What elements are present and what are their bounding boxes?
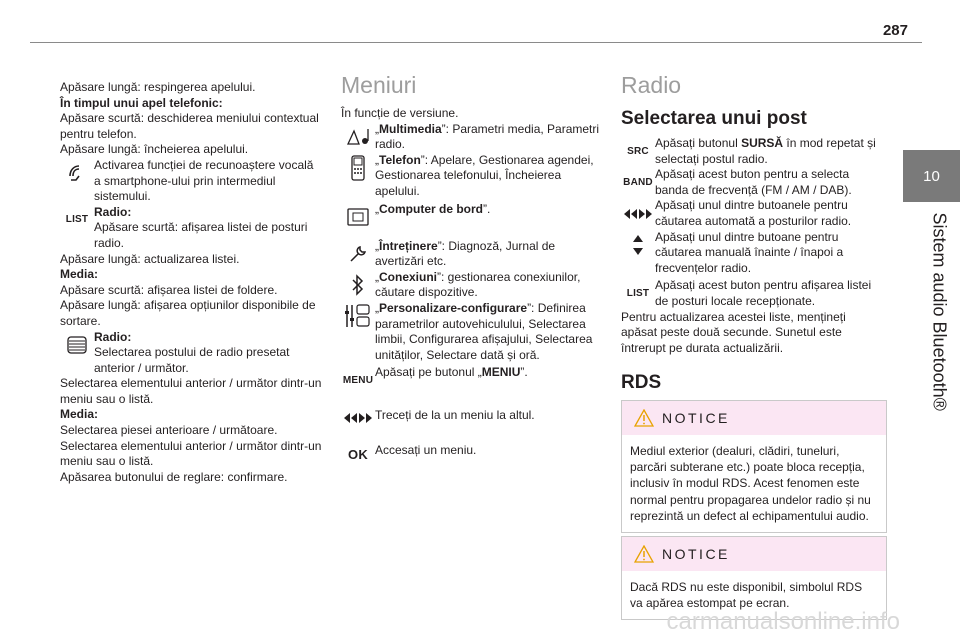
radio-title: Radio [621, 72, 682, 98]
voice-row [60, 158, 322, 205]
phone-icon [341, 153, 375, 184]
wheel-row [60, 330, 322, 377]
settings-icon [341, 301, 375, 332]
menu-multimedia: „Multimedia”: Parametri media, Parametri radio. [341, 122, 605, 153]
radio-list-row: LIST Apăsați acest buton pentru afișarea listei de posturi locale recepționate. [621, 278, 885, 309]
menu-personalizare: „Personalizare-configurare”: Definirea parametrilor autovehiculului, Selectarea limbii, Configurarea afișajului, Selectarea unităților, Selectare dată și oră. [341, 301, 605, 363]
notice-header [622, 537, 886, 571]
column-menus [341, 72, 605, 470]
menu-button-row: MENU Apăsați pe butonul „MENIU”. [341, 365, 605, 396]
notice-title: NOTICE [662, 546, 730, 562]
menus-intro: În funcție de versiune. [341, 106, 459, 120]
trip-computer-icon [341, 202, 375, 233]
text-line: Apăsarea butonului de reglare: confirmare. [60, 469, 288, 484]
voice-recognition-icon [60, 158, 94, 189]
radio-manual-row: Apăsați unul dintre butoane pentru căutarea manuală înainte / înapoi a frecvențelor radio. [621, 230, 885, 277]
menu-intretinere: „Întreținere”: Diagnoză, Jurnal de avertizări etc. [341, 239, 605, 270]
station-subtitle: Selectarea unui post [621, 108, 807, 129]
voice-text: Activarea funcției de recunoaștere vocală a smartphone-ului prin intermediul sistemului. [94, 157, 314, 204]
multimedia-icon [341, 122, 375, 153]
menu-button-icon: MENU [342, 375, 374, 387]
left-right-arrows-icon [341, 402, 375, 433]
text-line: Apăsare lungă: încheierea apelului. [60, 142, 249, 157]
radio-src-row: SRC Apăsați butonul SURSĂ în mod repetat și selectați postul radio. [621, 136, 885, 167]
menu-conexiuni: „Conexiuni”: gestionarea conexiunilor, căutare dispozitive. [341, 270, 605, 301]
band-button-icon: BAND [623, 176, 653, 188]
subheading-media: Media: [60, 267, 99, 282]
radio-band-row: BAND Apăsați acest buton pentru a selecta banda de frecvență (FM / AM / DAB). [621, 167, 885, 198]
wrench-icon [341, 239, 375, 270]
bluetooth-icon [341, 270, 375, 301]
menus-title: Meniuri [341, 72, 417, 98]
warning-icon [634, 409, 654, 427]
text-line: Selectarea elementului anterior / următor dintr-un meniu sau o listă. [60, 438, 322, 469]
seek-arrows-icon [621, 198, 655, 229]
text-line: Apăsare scurtă: afișarea listei de foldere. [60, 282, 278, 297]
list-button-icon: LIST [626, 288, 650, 300]
subheading-call: În timpul unui apel telefonic: [60, 95, 223, 110]
notice-title: NOTICE [662, 410, 730, 426]
up-down-arrows-icon [621, 230, 655, 261]
text-line: Selectarea piesei anterioare / următoare. [60, 423, 278, 438]
column-controls [60, 80, 322, 485]
subheading-media: Media: [60, 407, 99, 422]
column-radio [621, 72, 885, 394]
thumbwheel-icon [60, 330, 94, 361]
list-text: Radio: Apăsare scurtă: afișarea listei de posturi radio. [94, 204, 308, 250]
chapter-title: Sistem audio Bluetooth® [929, 212, 950, 411]
list-button-icon: LIST [65, 214, 89, 226]
menu-telefon: „Telefon”: Apelare, Gestionarea agendei, Gestionarea telefonului, Încheierea apelului. [341, 153, 605, 200]
notice-header [622, 401, 886, 435]
ok-button-icon: OK [348, 447, 368, 463]
list-row [60, 205, 322, 252]
text-line: Apăsare lungă: afișarea opțiunilor disponibile de sortare. [60, 298, 316, 328]
watermark: carmanualsonline.info [666, 608, 900, 635]
chapter-side-title [929, 210, 950, 510]
rds-title: RDS [621, 372, 662, 394]
notice-text: Mediul exterior (dealuri, clădiri, tuneluri, parcări subterane etc.) poate bloca recepția, inclusiv în modul RDS. Acest fenomen este normal pentru propagarea undelor radio și nu reprezintă un defect al echipamentului audio. [630, 444, 871, 523]
radio-seek-row: Apăsați unul dintre butoanele pentru căutarea automată a posturilor radio. [621, 198, 885, 229]
page-number: 287 [882, 22, 908, 39]
menu-arrows-row: Treceți de la un meniu la altul. [341, 402, 605, 433]
chapter-tab[interactable] [903, 150, 960, 202]
menu-ok-row: OK Accesați un meniu. [341, 439, 605, 470]
text-line: Apăsare scurtă: deschiderea meniului contextual pentru telefon. [60, 111, 319, 141]
notice-text: Dacă RDS nu este disponibil, simbolul RDS va apărea estompat pe ecran. [630, 580, 863, 611]
header-rule [30, 42, 922, 43]
warning-icon [634, 545, 654, 563]
notice-box-1 [621, 400, 887, 533]
radio-update-text: Pentru actualizarea acestei liste, mențineți apăsat peste două secunde. Sunetul este întrerupt pe durata actualizării. [621, 309, 846, 355]
source-button-icon: SRC [627, 145, 649, 157]
text-line: Selectarea elementului anterior / următor dintr-un meniu sau o listă. [60, 376, 322, 406]
menu-computer: „Computer de bord”. [341, 202, 605, 233]
wheel-text: Radio: Selectarea postului de radio presetat anterior / următor. [94, 329, 290, 375]
text-line: Apăsare lungă: actualizarea listei. [60, 251, 240, 266]
chapter-number: 10 [923, 167, 940, 185]
text-line: Apăsare lungă: respingerea apelului. [60, 80, 256, 94]
